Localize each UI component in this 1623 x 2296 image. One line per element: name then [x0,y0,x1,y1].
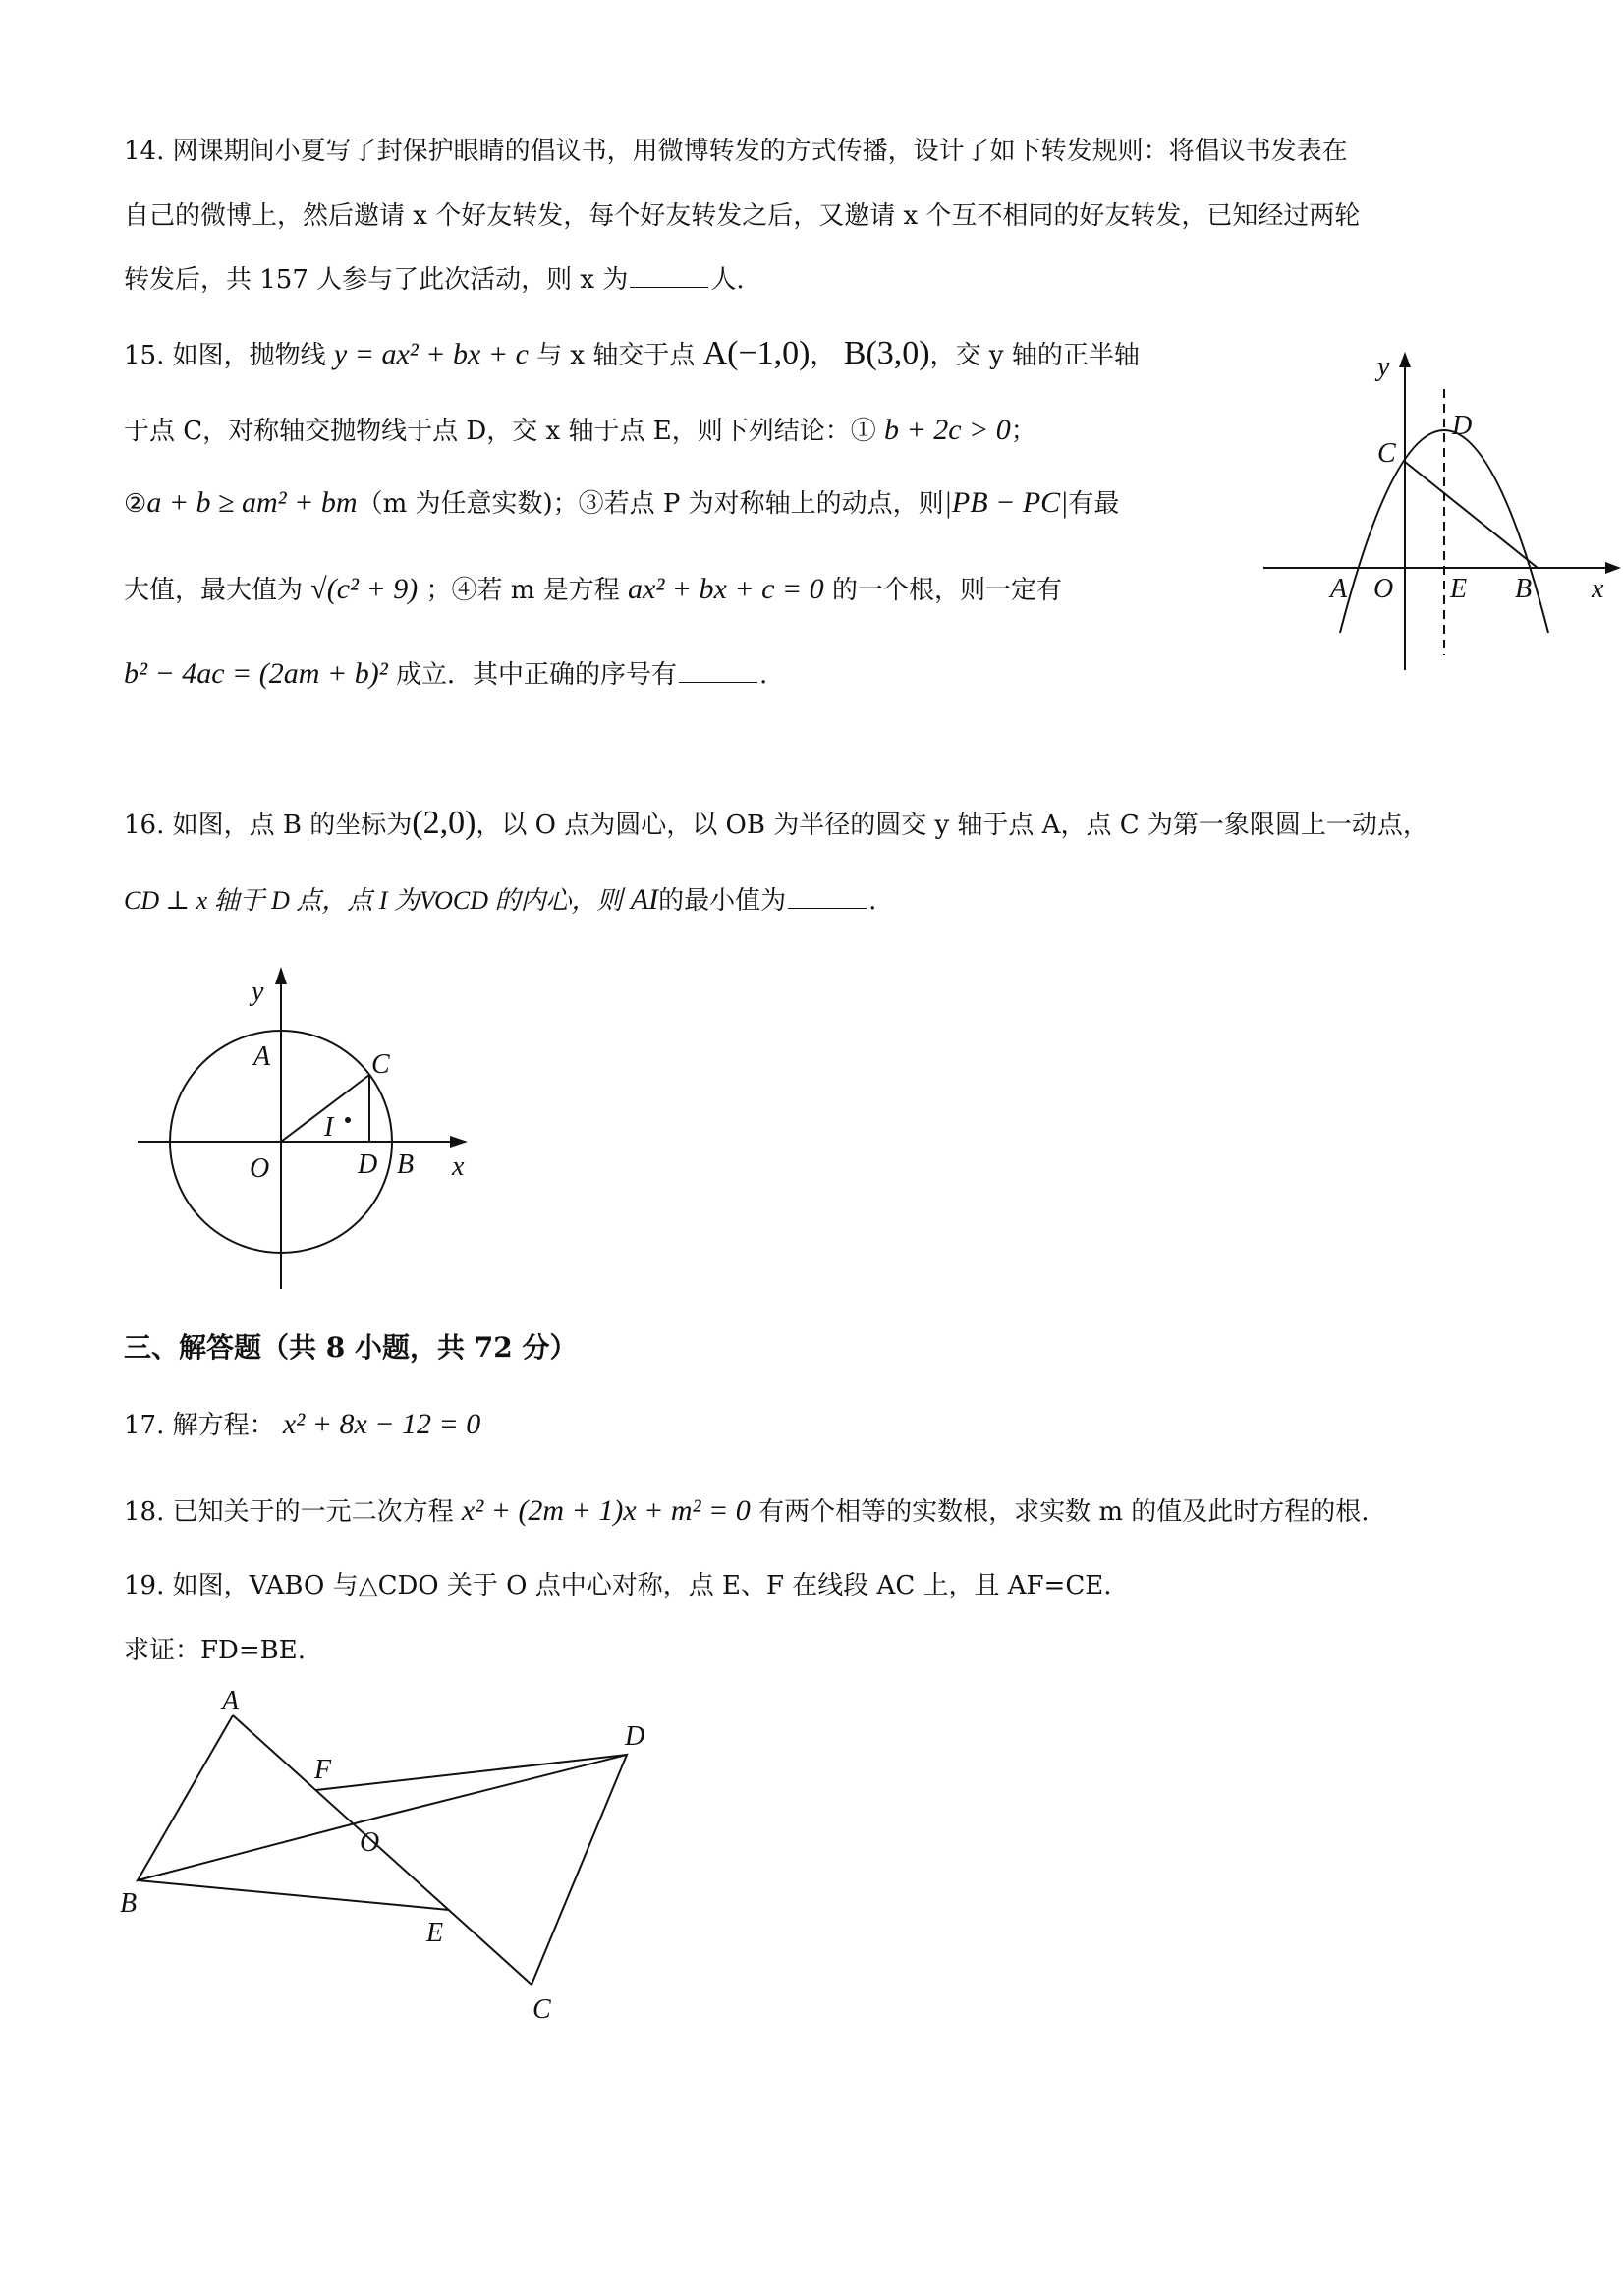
x-axis-arrow [450,1136,468,1148]
answer-blank [630,261,708,288]
q16-text: ，以 O 点为圆心，以 OB 为半径的圆交 y 轴于点 A，点 C 为第一象限圆上一动点， [476,811,1428,840]
label-b: B [397,1149,415,1180]
q14-line-1: 14. 网课期间小夏写了封保护眼睛的倡议书，用微博转发的方式传播，设计了如下转发规则：将倡议书发表在 [124,137,1348,166]
label-x: x [1592,574,1604,604]
x-axis-arrow [1605,562,1621,574]
q15-text: （m 为任意实数)；③若点 P 为对称轴上的动点，则 [357,489,944,519]
q17-equation: x² + 8x − 12 = 0 [282,1408,481,1440]
label-y: y [252,977,264,1007]
label-c: C [371,1049,390,1080]
label-x: x [452,1151,465,1182]
q15-text: 于点 C，对称轴交抛物线于点 D，交 x 轴于点 E，则下列结论：① [124,417,876,446]
segment-fd [316,1755,627,1790]
q15-text: 成立．其中正确的序号有 [395,660,677,690]
q16-line-2 [124,882,876,919]
q16-text: . [868,886,877,916]
q15-line-1 [124,336,1140,373]
q15-point-a: A(−1,0) [702,335,811,371]
q16-text: 16. 如图，点 B 的坐标为 [124,811,413,840]
quadrilateral-figure [114,1688,664,2032]
segment-cb [1405,462,1538,568]
q14-line-3-text: 转发后，共 157 人参与了此次活动，则 x 为 [124,265,629,295]
q15-text: 与 x 轴交于点 [536,341,696,370]
triangle-cdo [381,1755,627,1985]
q15-parabola-equation: y = ax² + bx + c [333,338,529,370]
incenter-dot [345,1117,351,1123]
q15-text: 有最 [1068,489,1120,519]
q16-text: CD ⊥ x 轴于 D 点，点 I 为VOCD 的内心，则 [124,886,623,915]
answer-blank [788,882,867,909]
y-axis-arrow [275,967,287,984]
label-d: D [625,1721,645,1752]
q15-text: ，交 y 轴的正半轴 [929,341,1140,370]
q15-line-2 [124,413,1036,449]
q15-conclusion-3: |PB − PC| [943,486,1069,519]
label-o: O [250,1153,270,1184]
label-c: C [1377,438,1396,469]
q15-text: ② [124,489,147,519]
q15-point-b: B(3,0) [843,335,930,371]
q14-line-3 [124,261,745,298]
q17 [124,1407,480,1443]
label-e: E [1450,574,1468,604]
q14-line-2: 自己的微博上，然后邀请 x 个好友转发，每个好友转发之后，又邀请 x 个互不相同的好友转发，已知经过两轮 [124,201,1361,231]
q19-line-1: 19. 如图，VABO 与△CDO 关于 O 点中心对称，点 E、F 在线段 AC 上，且 AF=CE. [124,1571,1112,1600]
q16-text: 的最小值为 [658,886,787,916]
q17-text: 17. 解方程： [124,1411,275,1440]
q18 [124,1493,1370,1530]
q18-text: 有两个相等的实数根，求实数 m 的值及此时方程的根. [758,1497,1370,1527]
label-d: D [1452,411,1473,441]
label-o: O [360,1827,380,1858]
q15-line-4 [124,572,1062,608]
q19-line-2: 求证：FD=BE. [124,1636,307,1665]
label-a: A [1330,574,1348,604]
q15-text: . [758,660,768,690]
q15-text: 15. 如图，抛物线 [124,341,326,370]
q15-conclusion-1: b + 2c > 0 [883,414,1011,446]
q15-line-5 [124,656,767,693]
segment-be [138,1880,449,1910]
q15-text: ； [1010,417,1036,446]
q16-line-1 [124,806,1428,843]
label-i: I [324,1112,334,1143]
q15-text: ， [810,341,836,370]
section-title: 三、解答题（共 8 小题，共 72 分） [124,1331,578,1364]
q16-point-b: (2,0) [412,805,476,841]
q18-text: 18. 已知关于的一元二次方程 [124,1497,454,1527]
q15-max-value: √(c² + 9) [310,573,419,605]
label-f: F [314,1755,332,1785]
q15-equation: ax² + bx + c = 0 [628,573,824,605]
label-y: y [1377,352,1390,382]
q15-text: ；④若 m 是方程 [425,576,620,605]
answer-blank [679,656,757,683]
q15-line-3 [124,485,1119,522]
q15-text: 大值，最大值为 [124,576,304,605]
q14-line-3-end: 人. [710,265,745,295]
label-c: C [532,1994,551,2025]
label-a: A [253,1041,271,1072]
label-b: B [120,1888,138,1919]
label-a: A [222,1688,240,1716]
segment-ac [233,1715,532,1985]
circle-figure [124,967,497,1291]
label-d: D [358,1149,378,1180]
q18-equation: x² + (2m + 1)x + m² = 0 [461,1494,751,1527]
q15-conclusion-4: b² − 4ac = (2am + b)² [124,657,388,690]
label-b: B [1515,574,1533,604]
parabola-figure [1258,346,1623,680]
q15-conclusion-2: a + b ≥ am² + bm [146,486,358,519]
label-o: O [1373,574,1394,604]
y-axis-arrow [1399,352,1411,367]
q16-segment-ai: AI [630,883,659,916]
label-e: E [426,1918,444,1948]
q15-text: 的一个根，则一定有 [831,576,1062,605]
